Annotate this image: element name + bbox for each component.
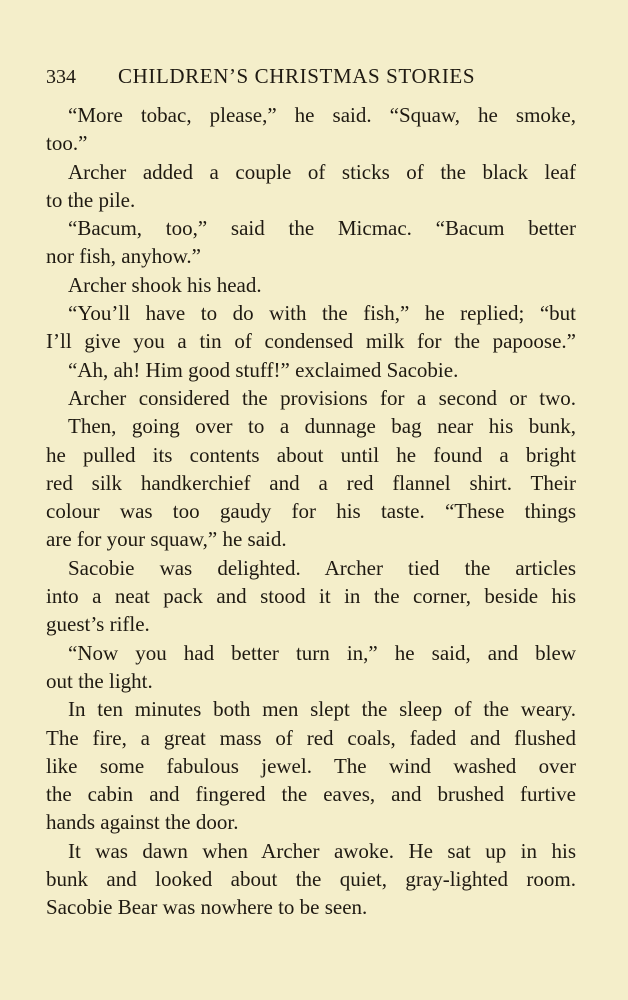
text-line: Archer added a couple of sticks of the black leaf bbox=[68, 159, 576, 184]
text-line: hands against the door. bbox=[46, 810, 239, 835]
text-line: out the light. bbox=[46, 668, 153, 693]
running-header bbox=[46, 62, 580, 92]
text-line: into a neat pack and stood it in the corner, beside his bbox=[46, 584, 576, 609]
text-line: bunk and looked about the quiet, gray-lighted room. bbox=[46, 867, 576, 892]
text-line: Sacobie was delighted. Archer tied the articles bbox=[68, 555, 576, 580]
text-line: In ten minutes both men slept the sleep of the weary. bbox=[68, 697, 576, 722]
text-line: red silk handkerchief and a red flannel shirt. Their bbox=[46, 470, 576, 495]
page-number: 334 bbox=[46, 66, 76, 88]
text-line: The fire, a great mass of red coals, faded and flushed bbox=[46, 725, 576, 750]
text-line: I’ll give you a tin of condensed milk for the papoose.” bbox=[46, 329, 576, 354]
body-text bbox=[46, 101, 576, 922]
text-line: Archer shook his head. bbox=[68, 272, 262, 297]
text-line: colour was too gaudy for his taste. “These things bbox=[46, 499, 576, 524]
text-line: Archer considered the provisions for a second or two. bbox=[68, 385, 576, 410]
running-title: CHILDREN’S CHRISTMAS STORIES bbox=[118, 64, 476, 88]
text-line: nor fish, anyhow.” bbox=[46, 244, 201, 269]
text-line: are for your squaw,” he said. bbox=[46, 527, 287, 552]
text-line: It was dawn when Archer awoke. He sat up in his bbox=[68, 838, 576, 863]
text-line: he pulled its contents about until he found a bright bbox=[46, 442, 576, 467]
text-line: Sacobie Bear was nowhere to be seen. bbox=[46, 895, 368, 920]
text-line: the cabin and fingered the eaves, and brushed furtive bbox=[46, 782, 576, 807]
text-line: “Ah, ah! Him good stuff!” exclaimed Sacobie. bbox=[68, 357, 459, 382]
text-line: too.” bbox=[46, 131, 88, 156]
text-line: guest’s rifle. bbox=[46, 612, 150, 637]
text-line: like some fabulous jewel. The wind washed over bbox=[46, 753, 576, 778]
text-line: “Now you had better turn in,” he said, and blew bbox=[68, 640, 576, 665]
text-line: “More tobac, please,” he said. “Squaw, he smoke, bbox=[68, 103, 576, 127]
text-line: “Bacum, too,” said the Micmac. “Bacum better bbox=[68, 216, 576, 241]
text-line: to the pile. bbox=[46, 187, 136, 212]
text-line: “You’ll have to do with the fish,” he replied; “but bbox=[68, 301, 576, 326]
text-line: Then, going over to a dunnage bag near his bunk, bbox=[68, 414, 576, 439]
